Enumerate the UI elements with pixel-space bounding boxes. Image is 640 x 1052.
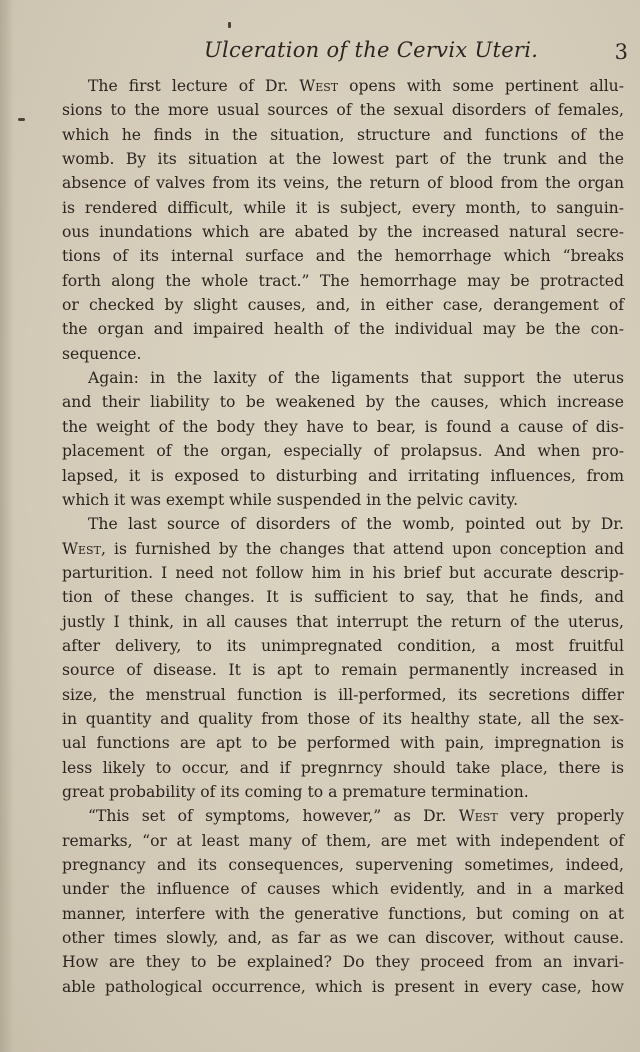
text-line: remarks, “or at least many of them, are met with independent of [62, 831, 624, 850]
text-line: great probability of its coming to a premature termination. [62, 782, 529, 801]
text-line: which it was exempt while suspended in the pelvic cavity. [62, 490, 519, 509]
text-line: placement of the organ, especially of prolapsus. And when pro- [62, 442, 624, 461]
text-line: The last source of disorders of the womb, pointed out by Dr. [88, 515, 624, 534]
text-line: “This set of symptoms, however,” as Dr. West very properly [88, 807, 624, 826]
text-line: the weight of the body they have to bear, is found a cause of dis- [62, 417, 624, 436]
text-line: How are they to be explained? Do they proceed from an invari- [62, 953, 624, 972]
text-line: in quantity and quality from those of its healthy state, all the sex- [62, 709, 624, 728]
text-line: The first lecture of Dr. West opens with some pertinent allu- [88, 77, 624, 95]
text-line: forth along the whole tract.” The hemorrhage may be protracted [62, 271, 624, 290]
text-line: Again: in the laxity of the ligaments that support the uterus [88, 369, 624, 388]
text-line: able pathological occurrence, which is present in every case, how [62, 977, 624, 996]
text-line: sions to the more usual sources of the sexual disorders of females, [62, 101, 624, 120]
body-text [62, 74, 624, 999]
text-line: tions of its internal surface and the hemorrhage which “breaks [62, 247, 624, 266]
text-line: absence of valves from its veins, the return of blood from the organ [62, 174, 624, 193]
text-line: lapsed, it is exposed to disturbing and irritating influences, from [62, 466, 624, 485]
running-title: Ulceration of the Cervix Uteri. [204, 38, 539, 62]
text-line: which he finds in the situation, structure and functions of the [62, 125, 624, 144]
text-line: other times slowly, and, as far as we can discover, without cause. [62, 929, 624, 948]
author-name: West [458, 807, 498, 826]
text-line: pregnancy and its consequences, supervening sometimes, indeed, [62, 856, 624, 874]
text-line: source of disease. It is apt to remain permanently increased in [62, 661, 624, 680]
text-line: is rendered difficult, while it is subject, every month, to sanguin- [62, 198, 624, 217]
text-line: or checked by slight causes, and, in either case, derangement of [62, 296, 624, 315]
author-name: West [299, 77, 339, 95]
text-line: and their liability to be weakened by the causes, which increase [62, 393, 624, 412]
text-line: tion of these changes. It is sufficient to say, that he finds, and [62, 588, 624, 607]
text-line: after delivery, to its unimpregnated condition, a most fruitful [62, 636, 624, 655]
text-line: parturition. I need not follow him in his brief but accurate descrip- [62, 563, 624, 582]
page-header [88, 34, 628, 68]
text-line: manner, interfere with the generative functions, but coming on at [62, 904, 624, 923]
author-name: West [62, 539, 101, 558]
text-line: ous inundations which are abated by the increased natural secre- [62, 223, 624, 242]
text-line: size, the menstrual function is ill-performed, its secretions differ [62, 685, 624, 704]
page-gutter-shadow [0, 0, 14, 1052]
text-line: ual functions are apt to be performed with pain, impregnation is [62, 734, 624, 753]
page-number: 3 [614, 40, 628, 64]
text-line: sequence. [62, 344, 142, 363]
margin-mark [18, 118, 25, 121]
text-line: womb. By its situation at the lowest part of the trunk and the [62, 150, 624, 169]
text-line: West, is furnished by the changes that attend upon conception and [62, 539, 624, 558]
text-line: justly I think, in all causes that interrupt the return of the uterus, [62, 612, 624, 631]
text-line: under the influence of causes which evidently, and in a marked [62, 880, 624, 899]
text-line: the organ and impaired health of the individual may be the con- [62, 320, 624, 339]
text-line: less likely to occur, and if pregnrncy should take place, there is [62, 758, 624, 777]
ink-speck [228, 22, 231, 28]
